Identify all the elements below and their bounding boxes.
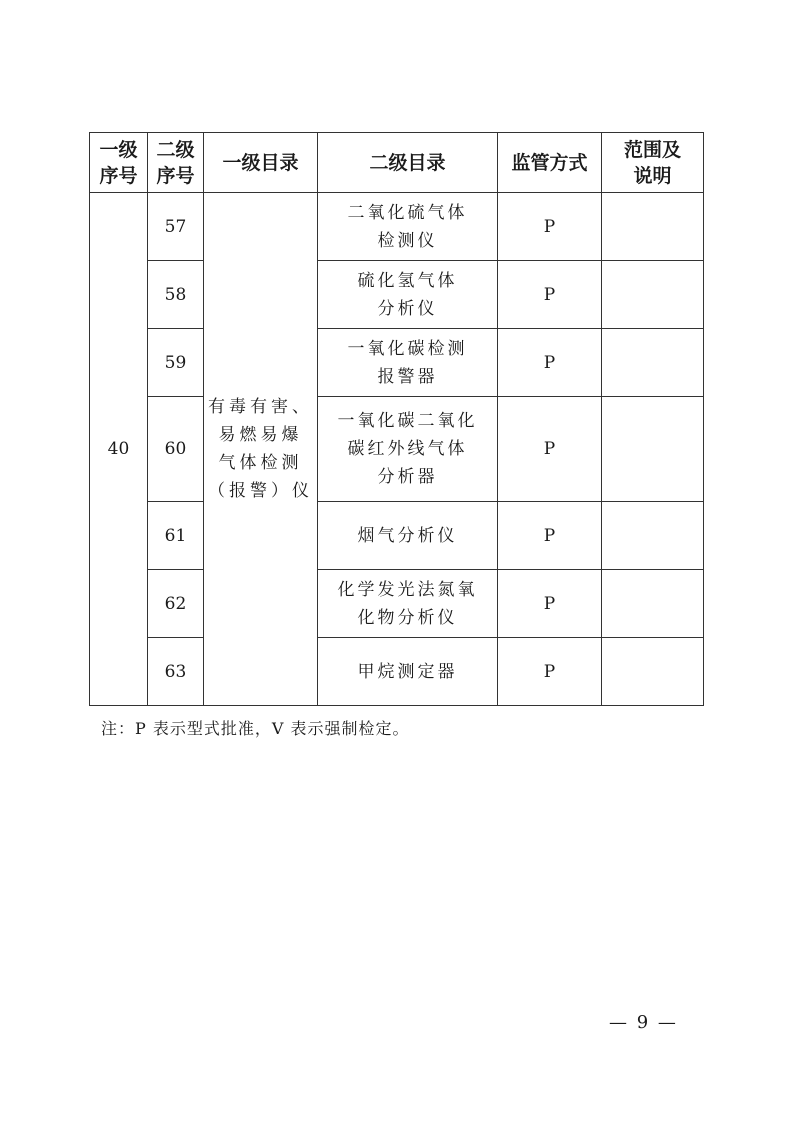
l2-catalog-line: 碳红外线气体	[347, 439, 468, 459]
supervision-cell: P	[498, 193, 602, 261]
l2-catalog-line: 检测仪	[377, 230, 438, 251]
supervision-cell: P	[498, 570, 602, 638]
l2-catalog-cell	[318, 193, 498, 261]
l1-catalog-line: 易燃易爆	[218, 425, 303, 445]
supervision-cell: P	[498, 502, 602, 570]
page-number: — 9 —	[609, 1012, 678, 1033]
l2-catalog-cell	[318, 638, 498, 706]
table-row	[90, 502, 704, 570]
table-row	[90, 329, 704, 397]
supervision-cell: P	[498, 329, 602, 397]
header-l1-seq: 一级 序号	[90, 133, 148, 193]
l2-seq-cell: 59	[148, 329, 204, 397]
l2-catalog-line: 报警器	[377, 366, 438, 387]
l2-catalog-cell	[318, 397, 498, 502]
supervision-cell: P	[498, 397, 602, 502]
scope-cell	[602, 329, 704, 397]
l2-catalog-line: 二氧化硫气体	[347, 202, 468, 223]
table-row	[90, 638, 704, 706]
footnote: 注：P 表示型式批准，V 表示强制检定。	[101, 719, 410, 738]
table-row	[90, 397, 704, 502]
l2-seq-cell: 61	[148, 502, 204, 570]
l2-catalog-cell	[318, 329, 498, 397]
l2-seq-cell: 62	[148, 570, 204, 638]
table-row	[90, 261, 704, 329]
table-row	[90, 570, 704, 638]
header-l2-seq: 二级 序号	[148, 133, 204, 193]
l2-catalog-line: 甲烷测定器	[357, 661, 458, 682]
l2-seq-cell: 63	[148, 638, 204, 706]
scope-cell	[602, 570, 704, 638]
l1-seq-cell: 40	[90, 193, 148, 706]
header-row	[90, 133, 704, 193]
l2-seq-cell: 58	[148, 261, 204, 329]
catalog-table	[89, 132, 704, 706]
scope-cell	[602, 502, 704, 570]
l2-catalog-line: 硫化氢气体	[357, 270, 458, 291]
l1-catalog-line: 有毒有害、	[208, 397, 313, 417]
l2-seq-cell: 57	[148, 193, 204, 261]
l2-catalog-line: 化物分析仪	[357, 607, 458, 628]
header-supervision: 监管方式	[498, 133, 602, 193]
l2-catalog-cell	[318, 502, 498, 570]
table-row	[90, 193, 704, 261]
supervision-cell: P	[498, 261, 602, 329]
l1-catalog-line: 气体检测	[218, 453, 303, 473]
l2-catalog-line: 一氧化碳二氧化	[337, 411, 478, 431]
l2-catalog-line: 分析器	[377, 467, 438, 487]
supervision-cell: P	[498, 638, 602, 706]
scope-cell	[602, 638, 704, 706]
l1-catalog-line: （报警）仪	[208, 481, 313, 501]
l2-catalog-line: 一氧化碳检测	[347, 338, 468, 359]
l2-seq-cell: 60	[148, 397, 204, 502]
header-scope: 范围及 说明	[602, 133, 704, 193]
l2-catalog-line: 分析仪	[377, 298, 438, 319]
l2-catalog-line: 化学发光法氮氧	[337, 579, 478, 600]
scope-cell	[602, 397, 704, 502]
l2-catalog-cell	[318, 570, 498, 638]
scope-cell	[602, 193, 704, 261]
l1-catalog-cell	[204, 193, 318, 706]
header-l2-catalog: 二级目录	[318, 133, 498, 193]
l2-catalog-line: 烟气分析仪	[357, 525, 458, 546]
l2-catalog-cell	[318, 261, 498, 329]
scope-cell	[602, 261, 704, 329]
header-l1-catalog: 一级目录	[204, 133, 318, 193]
